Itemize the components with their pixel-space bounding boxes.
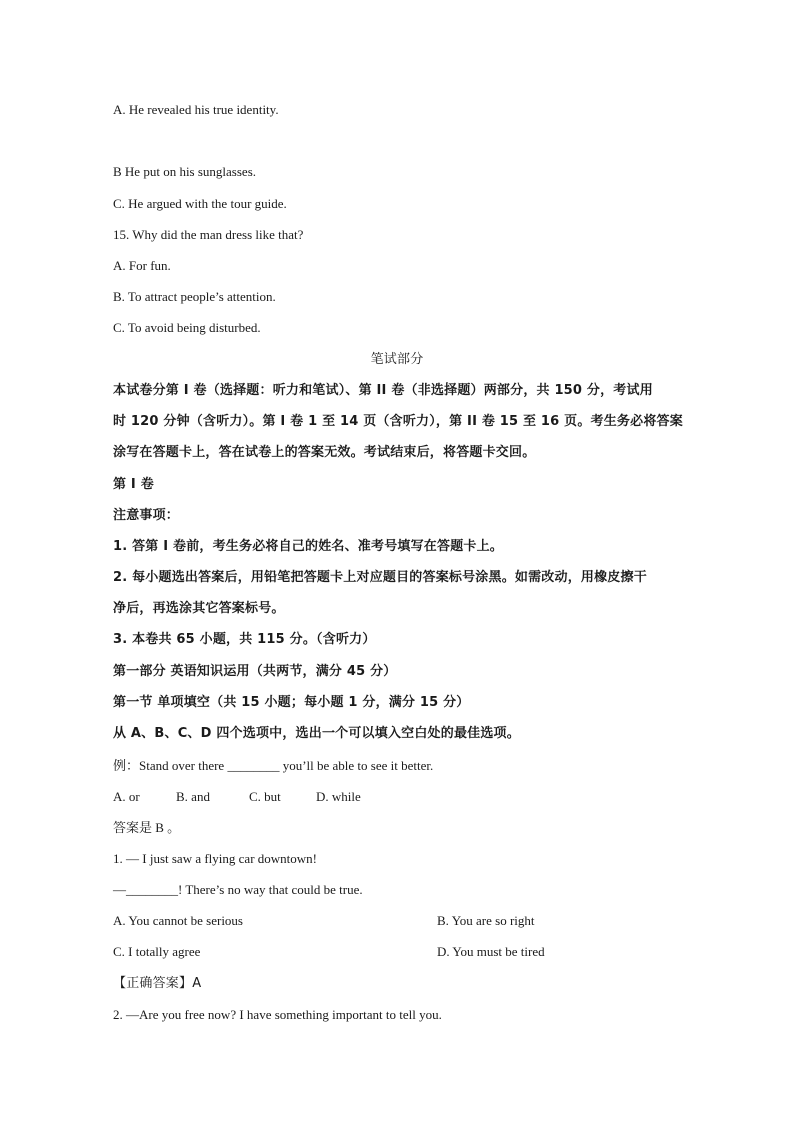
part-heading: 第一部分 英语知识运用（共两节，满分 45 分） [113,664,397,679]
notice-1: 1. 答第 I 卷前，考生务必将自己的姓名、准考号填写在答题卡上。 [113,539,503,554]
q1-option-c: C. I totally agree [113,944,201,959]
q1-option-a: A. You cannot be serious [113,913,243,928]
volume-heading: 第 I 卷 [113,477,154,492]
notice-3: 3. 本卷共 65 小题，共 115 分。（含听力） [113,632,376,647]
section-heading: 第一节 单项填空（共 15 小题；每小题 1 分，满分 15 分） [113,695,470,710]
q2-line-1: 2. —Are you free now? I have something important to tell you. [113,1007,442,1022]
q15-option-c: C. To avoid being disturbed. [113,320,261,335]
instruction: 从 A、B、C、D 四个选项中，选出一个可以填入空白处的最佳选项。 [113,726,520,741]
notice-2: 2. 每小题选出答案后，用铅笔把答题卡上对应题目的答案标号涂黑。如需改动，用橡皮擦干 [113,570,647,585]
q15-option-b: B. To attract people’s attention. [113,289,276,304]
notice-2-cont: 净后，再选涂其它答案标号。 [113,601,285,616]
q1-option-d: D. You must be tired [437,944,545,959]
q14-option-b: B He put on his sunglasses. [113,164,256,179]
intro-line-3: 涂写在答题卡上，答在试卷上的答案无效。考试结束后，将答题卡交回。 [113,445,536,460]
q1-option-b: B. You are so right [437,913,535,928]
intro-line-1: 本试卷分第 I 卷（选择题：听力和笔试）、第 II 卷（非选择题）两部分，共 150 分，考试用 [113,383,653,398]
example-options [113,788,361,806]
example-option-d: D. while [316,789,361,804]
written-section-title: 笔试部分 [370,352,424,367]
q14-option-c: C. He argued with the tour guide. [113,196,287,211]
notice-title: 注意事项： [113,508,180,523]
q1-line-2: —________! There’s no way that could be true. [113,882,363,897]
example-option-b: B. and [176,789,210,804]
q15-stem: 15. Why did the man dress like that? [113,227,304,242]
example-stem: 例：Stand over there ________ you’ll be able to see it better. [113,758,434,773]
q14-option-a: A. He revealed his true identity. [113,102,279,117]
example-option-a: A. or [113,789,140,804]
q1-line-1: 1. — I just saw a flying car downtown! [113,851,317,866]
q1-answer: 【正确答案】A [113,976,202,991]
example-answer: 答案是 B 。 [113,820,181,835]
q15-option-a: A. For fun. [113,258,171,273]
example-option-c: C. but [249,789,281,804]
intro-line-2: 时 120 分钟（含听力）。第 I 卷 1 至 14 页（含听力），第 II 卷 15 至 16 页。考生务必将答案 [113,414,683,429]
